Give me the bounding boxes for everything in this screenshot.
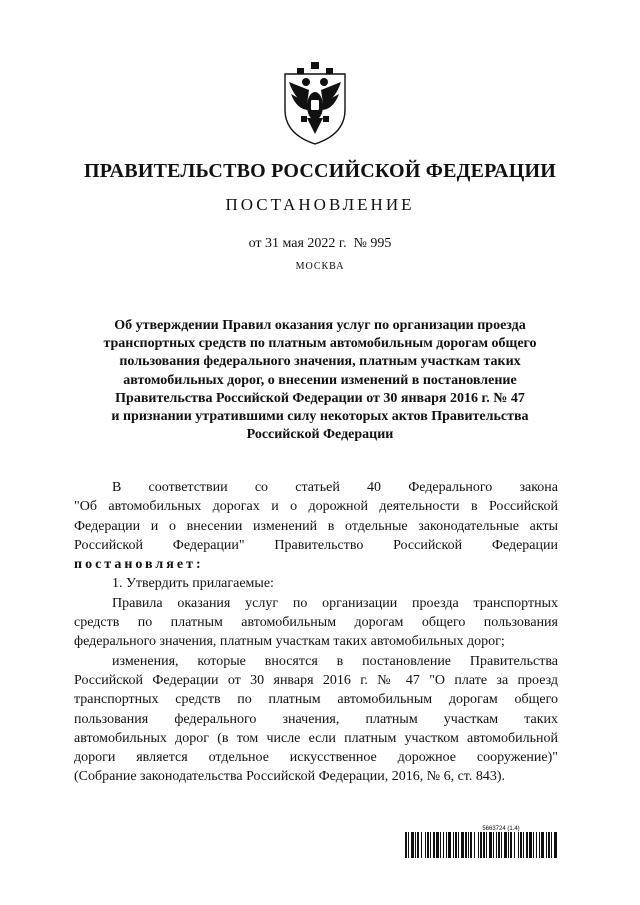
body-line: Правила оказания услуг по организации проезда транспортных — [112, 595, 558, 611]
body-line: "Об автомобильных дорогах и о дорожной деятельности в Российской — [74, 499, 558, 515]
body-line: транспортных средств по платным автомобильным дорогам общего — [74, 692, 558, 708]
subject-line: пользования федерального значения, платным участкам таких — [119, 354, 521, 370]
body-line: пользования федерального значения, платным участкам таких — [74, 711, 558, 727]
decree-date-number: от 31 мая 2022 г. № 995 — [248, 236, 392, 251]
subject-line: автомобильных дорог, о внесении изменений в постановление — [123, 372, 517, 388]
coat-of-arms-emblem — [275, 60, 355, 146]
subject-line: Об утверждении Правил оказания услуг по организации проезда — [114, 318, 526, 333]
body-line: Российской Федерации" Правительство Российской Федерации — [74, 537, 558, 553]
decree-body — [74, 478, 558, 787]
body-line: средств по платным автомобильным дорогам общего пользования — [74, 615, 558, 631]
barcode-number: 5663724 (1.4) — [482, 826, 520, 832]
subject-line: Правительства Российской Федерации от 30 января 2016 г. № 47 — [115, 390, 525, 406]
body-line: федерального значения, платным участкам таких автомобильных дорог; — [74, 634, 505, 650]
subject-line: транспортных средств по платным автомобильным дорогам общего — [103, 336, 537, 352]
body-line: дороги является отдельное искусственное дорожное сооружение)" — [74, 750, 558, 766]
body-line: изменения, которые вносятся в постановление Правительства — [112, 653, 558, 669]
decree-subject — [70, 317, 570, 444]
body-line: 1. Утвердить прилагаемые: — [112, 576, 274, 592]
subject-line: и признании утратившими силу некоторых актов Правительства — [111, 409, 529, 425]
city-name: МОСКВА — [295, 261, 345, 272]
body-line: (Собрание законодательства Российской Федерации, 2016, № 6, ст. 843). — [74, 769, 506, 785]
resolves-word: постановляет: — [74, 557, 204, 573]
document-type: ПОСТАНОВЛЕНИЕ — [225, 195, 415, 214]
barcode-icon — [405, 832, 557, 858]
body-line: В соответствии со статьей 40 Федерального закона — [112, 480, 558, 495]
government-title: ПРАВИТЕЛЬСТВО РОССИЙСКОЙ ФЕДЕРАЦИИ — [84, 160, 556, 182]
body-line: Российской Федерации от 30 января 2016 г. № 47 "О плате за проезд — [74, 672, 558, 688]
document-barcode — [405, 826, 557, 858]
body-line: Федерации и о внесении изменений в отдельные законодательные акты — [74, 518, 558, 534]
subject-line: Российской Федерации — [246, 427, 394, 443]
body-line: автомобильных дорог (в том числе если платным участком автомобильной — [74, 730, 558, 746]
